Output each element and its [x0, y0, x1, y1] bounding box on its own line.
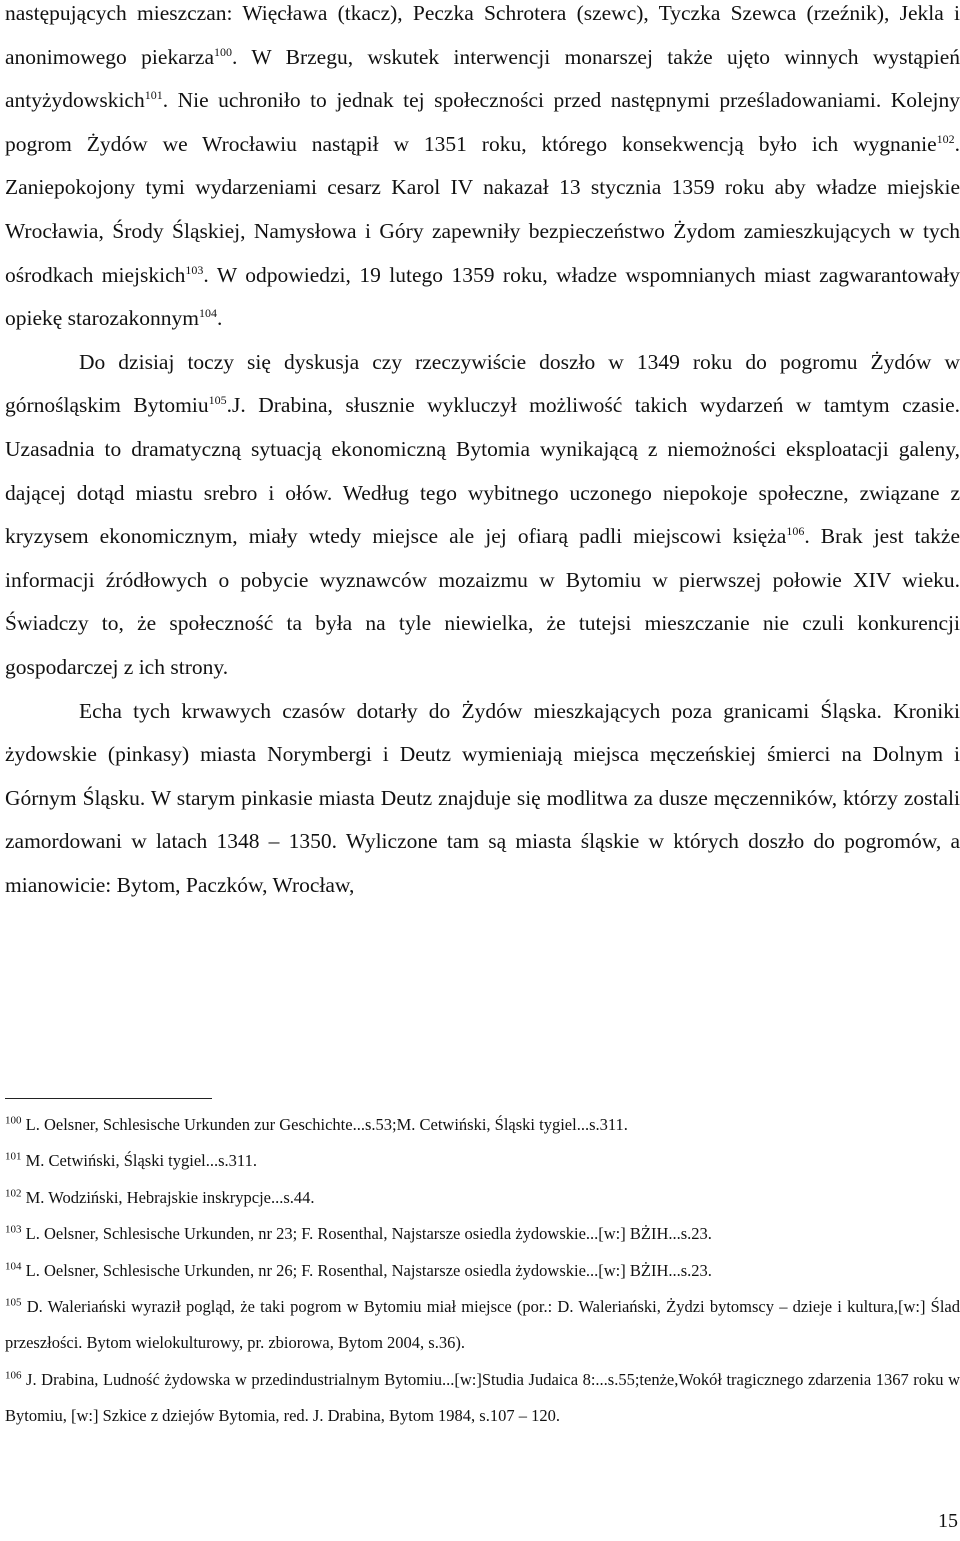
footnote-number: 101	[5, 1150, 22, 1163]
footnote-separator	[5, 1098, 212, 1099]
paragraph-text: . W Brzegu, wskutek interwencji monarszej także ujęto winnych wystąpień antyżydowskich	[5, 44, 960, 113]
paragraph	[5, 341, 960, 690]
footnote-text: M. Cetwiński, Śląski tygiel...s.311.	[21, 1151, 257, 1171]
footnote-text: M. Wodziński, Hebrajskie inskrypcje...s.44.	[21, 1187, 315, 1207]
footnote	[5, 1107, 960, 1143]
footnote-ref[interactable]: 100	[214, 44, 232, 59]
footnote-ref[interactable]: 104	[199, 306, 218, 320]
paragraph	[5, 0, 960, 341]
paragraph-text: Do dzisiaj toczy się dyskusja czy rzeczywiście doszło w 1349 roku do pogromu Żydów w górnośląskim Bytomiu	[5, 349, 960, 418]
paragraph-text: następujących mieszczan: Więcława (tkacz), Peczka Schrotera (szewc), Tyczka Szewca (rzeźnik), Jekla i anonimowego piekarza	[5, 1, 960, 69]
paragraph	[5, 690, 960, 908]
footnote-ref[interactable]: 106	[786, 523, 805, 538]
footnotes	[5, 1107, 960, 1435]
footnote-text: D. Waleriański wyraził pogląd, że taki pogrom w Bytomiu miał miejsce (por.: D. Waleriański, Żydzi bytomscy – dzieje i kultura,[w:] Ślad przeszłości. Bytom wielokulturowy, pr. zbiorowa, Bytom 2004, s.36).	[5, 1297, 960, 1353]
paragraph-text: Echa tych krwawych czasów dotarły do Żydów mieszkających poza granicami Śląska. Kroniki żydowskie (pinkasy) miasta Norymbergi i Deutz wymieniają miejsca męczeńskiej śmierci na Dolnym i Górnym Śląsku. W starym pinkasie miasta Deutz znajduje się modlitwa za dusze męczenników, którzy zostali zamordowani w latach 1348 – 1350. Wyliczone tam są miasta śląskie w których doszło do pogromów, a mianowicie: Bytom, Paczków, Wrocław,	[5, 698, 960, 897]
footnote-ref[interactable]: 103	[185, 262, 204, 277]
footnote	[5, 1253, 960, 1289]
footnote	[5, 1216, 960, 1252]
paragraph-text: . Zaniepokojony tymi wydarzeniami cesarz Karol IV nakazał 13 stycznia 1359 roku aby władze miejskie Wrocławia, Środy Śląskiej, Namysłowa i Góry zapewniły bezpieczeństwo Żydom zamieszkujących w tych ośrodkach miejskich	[5, 131, 960, 287]
footnote-text: L. Oelsner, Schlesische Urkunden, nr 26; F. Rosenthal, Najstarsze osiedla żydowskie...[w:] BŻIH...s.23.	[21, 1260, 712, 1280]
footnote-number: 105	[5, 1296, 22, 1309]
footnote-number: 102	[5, 1187, 22, 1200]
footnote-number: 100	[5, 1114, 22, 1127]
body-text	[5, 0, 960, 907]
footnote-text: L. Oelsner, Schlesische Urkunden zur Geschichte...s.53;M. Cetwiński, Śląski tygiel...s.311.	[21, 1115, 628, 1134]
footnote-text: J. Drabina, Ludność żydowska w przedindustrialnym Bytomiu...[w:]Studia Judaica 8:...s.55;tenże,Wokół tragicznego zdarzenia 1367 roku w Bytomiu, [w:] Szkice z dziejów Bytomia, red. J. Drabina, Bytom 1984, s.107 – 120.	[5, 1369, 960, 1426]
paragraph-text: .	[217, 306, 223, 331]
footnote	[5, 1362, 960, 1435]
footnote-number: 106	[5, 1369, 22, 1382]
footnote-number: 103	[5, 1223, 22, 1236]
paragraph-text: .J. Drabina, słusznie wykluczył możliwość takich wydarzeń w tamtym czasie. Uzasadnia to dramatyczną sytuacją ekonomiczną Bytomia wynikającą z niemożności eksploatacji galeny, dającej dotąd miastu srebro i ołów. Według tego wybitnego uczonego niepokoje społeczne, związane z kryzysem ekonomicznym, miały wtedy miejsce ale jej ofiarą padli miejscowi księża	[5, 393, 960, 549]
footnote-number: 104	[5, 1260, 22, 1273]
footnote-ref[interactable]: 102	[936, 131, 955, 146]
page-number: 15	[938, 1510, 958, 1532]
footnote	[5, 1143, 960, 1179]
paragraph-text: . Brak jest także informacji źródłowych o pobycie wyznawców mozaizmu w Bytomiu w pierwszej połowie XIV wieku. Świadczy to, że społeczność ta była na tyle niewielka, że tutejsi mieszczanie nie czuli konkurencji gospodarczej z ich strony.	[5, 524, 960, 679]
footnote	[5, 1289, 960, 1362]
paragraph-text: . Nie uchroniło to jednak tej społeczności przed następnymi prześladowaniami. Kolejny pogrom Żydów we Wrocławiu nastąpił w 1351 roku, którego konsekwencją było ich wygnanie	[5, 88, 960, 156]
footnote-ref[interactable]: 105	[208, 393, 227, 408]
footnote-ref[interactable]: 101	[144, 88, 163, 103]
footnote	[5, 1180, 960, 1216]
paragraph-text: . W odpowiedzi, 19 lutego 1359 roku, władze wspomnianych miast zagwarantowały opiekę starozakonnym	[5, 262, 960, 331]
footnote-text: L. Oelsner, Schlesische Urkunden, nr 23; F. Rosenthal, Najstarsze osiedla żydowskie...[w:] BŻIH...s.23.	[21, 1224, 712, 1244]
